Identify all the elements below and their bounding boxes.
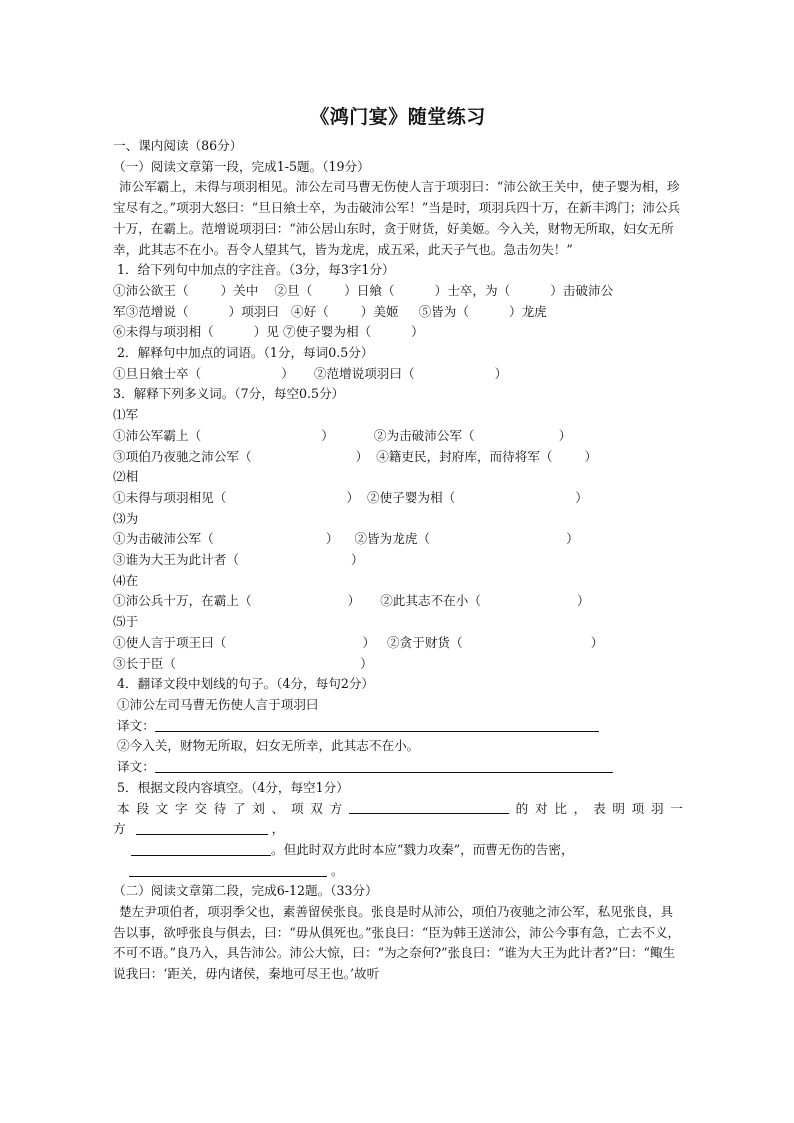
term-line: ①使人言于项王曰（ ） ②贪于财货（ ） [113, 634, 604, 650]
part-heading-1: （一）阅读文章第一段，完成1-5题。（19分） [113, 158, 370, 174]
question-5-line-d [113, 861, 683, 882]
fill-char: 的 [515, 800, 529, 816]
fill-char: 项 [631, 800, 645, 816]
question-5-line-a [113, 799, 683, 820]
fill-text: 。 [331, 862, 344, 878]
translation-label: 译文： [117, 759, 155, 775]
question-4-sentence-1: ①沛公左司马曹无伤使人言于项羽曰 [117, 696, 319, 712]
fill-char: 本 [117, 800, 130, 816]
fill-char: 方 [113, 821, 126, 837]
fill-char: 、 [271, 800, 285, 816]
fill-char: 段 [136, 800, 149, 816]
question-1-stem: 1．给下列句中加点的字注音。（3分，每3字1分） [117, 262, 395, 278]
question-2-stem: 2．解释句中加点的词语。（1分，每词0.5分） [117, 345, 374, 361]
fill-char: ， [271, 821, 285, 837]
translation-row [113, 757, 683, 778]
translation-blank-2[interactable] [155, 758, 613, 773]
fill-char: 了 [232, 800, 246, 816]
fill-char: 文 [155, 800, 169, 816]
fill-char: 项 [290, 800, 304, 816]
translation-row [113, 716, 683, 737]
fill-blank-2[interactable] [136, 820, 268, 835]
term-line: ①沛公兵十万，在霸上（ ） ②此其志不在小（ ） [113, 593, 590, 609]
fill-char: 一 [670, 800, 683, 816]
part-heading-2: （二）阅读文章第二段，完成6-12题。（33分） [113, 883, 378, 899]
question-5-line-b [113, 819, 683, 840]
page-title: 《鸿门宴》随堂练习 [310, 106, 486, 128]
fill-char: 交 [194, 800, 207, 816]
passage-1: 沛公军霸上，未得与项羽相见。沛公左司马曹无伤使人言于项羽曰：“沛公欲王关中，使子婴为相，珍宝尽有之。”项羽大怒曰：“旦日飨士卒，为击破沛公军！”当是时，项羽兵四十万，在新丰鸿门；沛公兵十万，在霸上。范增说项羽曰：“沛公居山东时，贪于财货，好美姬。今入关，财物无所取，妇女无所幸，此其志不在小。吾令人望其气，皆为龙虎，成五采，此天子气也。急击勿失！” [113, 179, 681, 257]
question-1-line: ①沛公欲王（ ）关中 ②旦（ ）日飨（ ）士卒，为（ ）击破沛公 [113, 282, 614, 298]
question-4-stem: 4．翻译文段中划线的句子。（4分，每句2分） [117, 676, 375, 692]
term-heading: ⑶为 [113, 510, 139, 526]
fill-char: 刘 [252, 800, 265, 816]
term-line: ③长于臣（ ） [113, 655, 373, 671]
term-heading: ⑸于 [113, 614, 139, 630]
fill-char: 羽 [650, 800, 664, 816]
question-5-line-c [113, 840, 683, 861]
fill-blank-3[interactable] [131, 841, 271, 856]
passage-2: 楚左尹项伯者，项羽季父也，素善留侯张良。张良是时从沛公，项伯乃夜驰之沛公军，私见张良，具告以事，欲呼张良与俱去，曰：“毋从俱死也。”张良曰：“臣为韩王送沛公，沛公今事有急，亡去不义，不可不语。”良乃入，具告沛公。沛公大惊，曰：“为之奈何?”张良曰：“谁为大王为此计者?”曰：“鲰生说我曰：‘距关，毋内诸侯，秦地可尽王也。’故听 [113, 904, 681, 982]
fill-char: ， [573, 800, 587, 816]
translation-label: 译文： [117, 717, 155, 733]
question-5-stem: 5．根据文段内容填空。（4分，每空1分） [117, 779, 349, 795]
term-line: ①未得与项羽相见（ ） ②使子婴为相（ ） [113, 489, 588, 505]
term-heading: ⑴军 [113, 407, 139, 423]
term-line: ③项伯乃夜驰之沛公军（ ） ④籍吏民，封府库，而待将军（ ） [113, 448, 598, 464]
term-line: ①为击破沛公军（ ） ②皆为龙虎（ ） [113, 531, 579, 547]
question-2-line: ①旦日飨士卒（ ） ②范增说项羽曰（ ） [113, 365, 508, 381]
section-heading: 一、课内阅读（86分） [113, 138, 243, 153]
fill-char: 明 [612, 800, 625, 816]
fill-char: 比 [554, 800, 567, 816]
term-heading: ⑵相 [113, 469, 139, 485]
fill-blank-4[interactable] [129, 862, 327, 877]
question-3-stem: 3．解释下列多义词。（7分，每空0.5分） [113, 386, 345, 402]
question-1-line: 军③范增说（ ）项羽曰 ④好（ ）美姬 ⑤皆为（ ）龙虎 [113, 303, 547, 319]
fill-char: 字 [174, 800, 188, 816]
fill-char: 双 [310, 800, 323, 816]
worksheet-page [113, 104, 683, 985]
term-heading: ⑷在 [113, 572, 139, 588]
term-line: ③谁为大王为此计者（ ） [113, 552, 364, 568]
fill-text: 。但此时双方此时本应“戮力攻秦”，而曹无伤的告密， [271, 841, 574, 857]
question-1-line: ⑥未得与项羽相（ ）见 ⑦使子婴为相（ ） [113, 324, 424, 340]
fill-char: 方 [329, 800, 343, 816]
question-4-sentence-2: ②今入关，财物无所取，妇女无所幸，此其志不在小。 [117, 738, 420, 754]
term-line: ①沛公军霸上（ ） ②为击破沛公军（ ） [113, 427, 572, 443]
fill-char: 待 [213, 800, 227, 816]
fill-char: 对 [535, 800, 548, 816]
fill-char: 表 [592, 800, 606, 816]
fill-blank-1[interactable] [349, 799, 509, 814]
translation-blank-1[interactable] [155, 717, 599, 732]
